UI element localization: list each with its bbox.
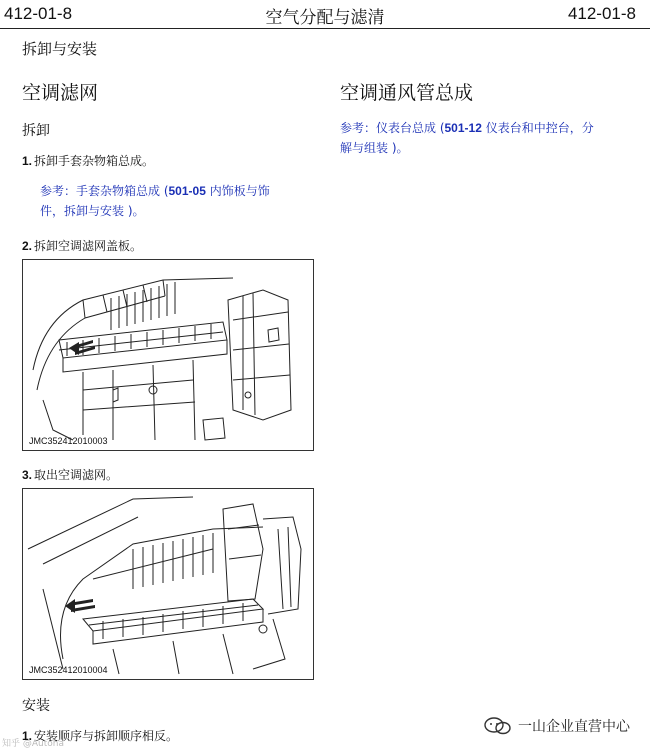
duct-heading: 空调通风管总成 (340, 82, 474, 104)
wechat-icon (484, 716, 512, 736)
step-2 (22, 237, 142, 254)
watermark (484, 716, 630, 736)
page-number-left: 412-01-8 (4, 4, 73, 23)
section-title: 拆卸与安装 (22, 40, 98, 58)
step-number: 2. (22, 239, 33, 253)
figure-filter-cover (22, 259, 314, 451)
page-header (0, 2, 650, 28)
step-number: 1. (22, 729, 33, 743)
ref-code: 501-05 (168, 184, 206, 198)
ref-text: 解与组装 )。 (340, 141, 409, 155)
figure-caption: JMC352412010003 (29, 436, 108, 446)
step-text: 拆卸空调滤网盖板。 (34, 239, 143, 253)
figure-caption: JMC352412010004 (29, 665, 108, 675)
watermark-text: 一山企业直营中心 (518, 719, 630, 735)
chapter-title: 空气分配与滤清 (265, 8, 385, 28)
ref-code: 501-12 (444, 121, 482, 135)
ref-text: 仪表台和中控台，分 (481, 121, 594, 135)
step-text: 拆卸手套杂物箱总成。 (34, 154, 155, 168)
filter-removal-illustration (23, 489, 313, 679)
reference-instrument-panel[interactable] (340, 118, 594, 158)
corner-watermark: 知乎 @Autoha (2, 739, 64, 749)
filter-cover-illustration (23, 260, 313, 450)
step-text: 取出空调滤网。 (34, 468, 119, 482)
reference-glovebox[interactable] (40, 181, 270, 221)
step-text: 安装顺序与拆卸顺序相反。 (34, 729, 179, 743)
header-divider (0, 28, 650, 29)
page-number-right: 412-01-8 (567, 4, 636, 23)
removal-heading: 拆卸 (22, 123, 50, 139)
figure-filter-removal (22, 488, 314, 680)
ref-text: 件，拆卸与安装 )。 (40, 204, 145, 218)
step-number: 1. (22, 154, 33, 168)
install-heading: 安装 (22, 698, 50, 714)
ref-text: 内饰板与饰 (205, 184, 270, 198)
step-1 (22, 152, 154, 169)
ref-text: 参考：手套杂物箱总成 ( (40, 184, 169, 198)
step-number: 3. (22, 468, 33, 482)
step-3 (22, 466, 118, 483)
ref-text: 参考：仪表台总成 ( (340, 121, 445, 135)
filter-heading: 空调滤网 (22, 82, 99, 104)
